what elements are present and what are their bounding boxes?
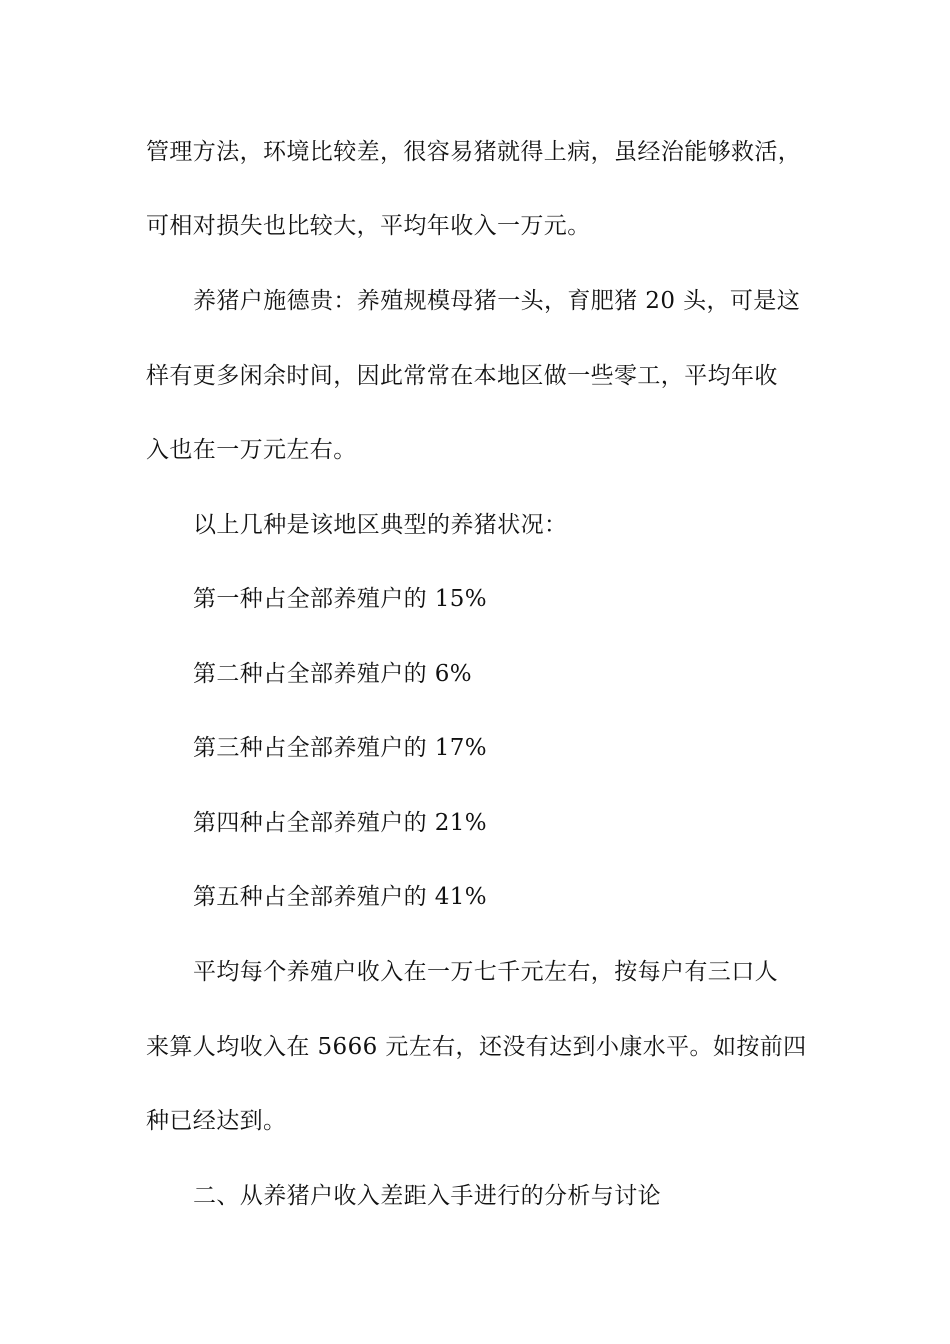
paragraph-1-line-2: 可相对损失也比较大，平均年收入一万元。 — [146, 213, 591, 239]
type-3-share: 第三种占全部养殖户的 17% — [193, 735, 488, 761]
paragraph-2-line-2: 样有更多闲余时间，因此常常在本地区做一些零工，平均年收 — [146, 363, 778, 389]
type-2-share: 第二种占全部养殖户的 6% — [193, 661, 472, 687]
type-5-share: 第五种占全部养殖户的 41% — [193, 884, 488, 910]
paragraph-3-line-3: 种已经达到。 — [146, 1108, 287, 1134]
paragraph-1-line-1: 管理方法，环境比较差，很容易猪就得上病，虽经治能够救活， — [146, 139, 802, 165]
summary-intro: 以上几种是该地区典型的养猪状况： — [193, 512, 568, 538]
type-1-share: 第一种占全部养殖户的 15% — [193, 586, 488, 612]
section-heading: 二、从养猪户收入差距入手进行的分析与讨论 — [193, 1183, 661, 1209]
paragraph-2-line-3: 入也在一万元左右。 — [146, 437, 357, 463]
paragraph-3-line-2: 来算人均收入在 5666 元左右，还没有达到小康水平。如按前四 — [146, 1034, 807, 1060]
type-4-share: 第四种占全部养殖户的 21% — [193, 810, 488, 836]
paragraph-3-line-1: 平均每个养殖户收入在一万七千元左右，按每户有三口人 — [193, 959, 778, 985]
paragraph-2-line-1: 养猪户施德贵：养殖规模母猪一头，育肥猪 20 头，可是这 — [193, 288, 801, 314]
